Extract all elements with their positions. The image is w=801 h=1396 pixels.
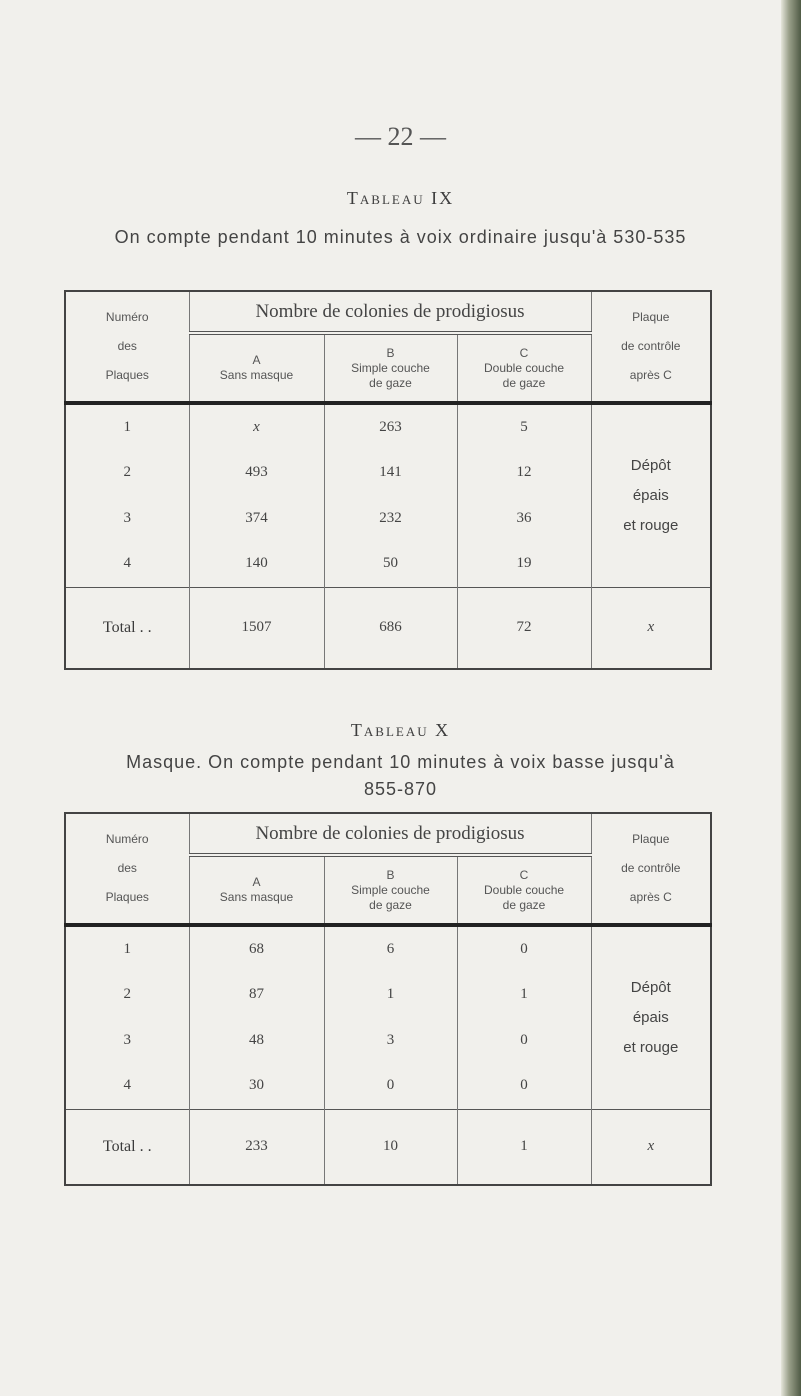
plaque-note — [591, 403, 711, 587]
header-plaque-line1: Plaque — [632, 310, 670, 324]
total-a: 233 — [189, 1109, 324, 1185]
header-col-b-letter: B — [386, 345, 395, 360]
cell-b: 50 — [324, 541, 457, 587]
cell-c: 36 — [457, 495, 591, 541]
cell-b: 6 — [324, 925, 457, 971]
header-col-c-label1: Double couche — [483, 882, 565, 897]
header-col-c-letter: C — [519, 345, 529, 360]
header-col-b-label1: Simple couche — [351, 360, 430, 375]
cell-b: 1 — [324, 971, 457, 1017]
cell-a: 493 — [189, 449, 324, 495]
header-plaque-line1: Plaque — [632, 832, 670, 846]
page-number: — 22 — — [355, 122, 446, 151]
total-plaque: x — [591, 1109, 711, 1185]
cell-b: 3 — [324, 1017, 457, 1063]
cell-a: 140 — [189, 541, 324, 587]
total-row — [65, 1109, 711, 1185]
plaque-note-line1: Dépôt — [630, 456, 671, 474]
total-row — [65, 587, 711, 669]
cell-numero: 2 — [65, 449, 189, 495]
table-ix-caption-line: On compte pendant 10 minutes à voix ordinaire jusqu'à 530-535 — [114, 227, 687, 247]
header-numero — [65, 813, 189, 925]
total-plaque: x — [591, 587, 711, 669]
cell-c: 1 — [457, 971, 591, 1017]
table-ix-caption — [0, 224, 801, 251]
header-col-c — [457, 333, 591, 403]
cell-numero: 1 — [65, 925, 189, 971]
cell-a: x — [189, 403, 324, 449]
cell-a: 30 — [189, 1063, 324, 1109]
plaque-note-line2: épais — [632, 1008, 669, 1026]
cell-c: 12 — [457, 449, 591, 495]
plaque-note-line3: et rouge — [623, 516, 679, 534]
header-numero-line1: Numéro — [105, 310, 149, 324]
total-a: 1507 — [189, 587, 324, 669]
table-x-caption — [0, 749, 801, 803]
cell-numero: 4 — [65, 541, 189, 587]
cell-numero: 3 — [65, 495, 189, 541]
header-col-a-letter: A — [252, 353, 261, 367]
header-col-a-label: Sans masque — [219, 890, 294, 904]
header-col-b-label1: Simple couche — [351, 882, 430, 897]
header-numero-line2: des — [117, 861, 137, 875]
table-row — [65, 925, 711, 971]
table-ix-title: Tableau IX — [346, 188, 455, 208]
header-col-a — [189, 855, 324, 925]
cell-a: 68 — [189, 925, 324, 971]
cell-c: 0 — [457, 925, 591, 971]
total-c: 1 — [457, 1109, 591, 1185]
total-b: 686 — [324, 587, 457, 669]
cell-b: 0 — [324, 1063, 457, 1109]
header-plaque-line2: de contrôle — [621, 339, 681, 353]
cell-b: 232 — [324, 495, 457, 541]
cell-numero: 2 — [65, 971, 189, 1017]
cell-c: 0 — [457, 1017, 591, 1063]
header-col-c-letter: C — [519, 867, 529, 882]
cell-b: 141 — [324, 449, 457, 495]
total-label: Total . . — [65, 587, 189, 669]
plaque-note-line3: et rouge — [623, 1038, 679, 1056]
cell-b: 263 — [324, 403, 457, 449]
header-plaque-line3: après C — [629, 368, 672, 382]
cell-c: 0 — [457, 1063, 591, 1109]
header-plaque-line3: après C — [629, 890, 672, 904]
header-col-a — [189, 333, 324, 403]
header-col-a-letter: A — [252, 875, 261, 889]
cell-numero: 1 — [65, 403, 189, 449]
total-c: 72 — [457, 587, 591, 669]
cell-a: 374 — [189, 495, 324, 541]
header-group-prodigiosus: Nombre de colonies de prodigiosus — [189, 291, 591, 333]
plaque-note-line1: Dépôt — [630, 978, 671, 996]
header-col-b — [324, 333, 457, 403]
header-col-b-label2: de gaze — [369, 375, 412, 390]
header-numero-line3: Plaques — [105, 890, 149, 904]
header-col-c-label2: de gaze — [502, 897, 546, 912]
header-numero-line3: Plaques — [105, 368, 149, 382]
header-col-c-label2: de gaze — [502, 375, 546, 390]
header-col-a-label: Sans masque — [219, 368, 294, 382]
total-label: Total . . — [65, 1109, 189, 1185]
header-col-b-letter: B — [386, 867, 395, 882]
table-x-caption-line2: 855-870 — [363, 779, 438, 799]
header-plaque — [591, 291, 711, 403]
table-x-caption-line1: Masque. On compte pendant 10 minutes à voix basse jusqu'à — [126, 752, 675, 772]
header-numero-line2: des — [117, 339, 137, 353]
table-x — [64, 812, 712, 1186]
header-numero-line1: Numéro — [105, 832, 149, 846]
cell-numero: 3 — [65, 1017, 189, 1063]
plaque-note — [591, 925, 711, 1109]
plaque-note-line2: épais — [632, 486, 669, 504]
header-group-prodigiosus: Nombre de colonies de prodigiosus — [189, 813, 591, 855]
cell-a: 48 — [189, 1017, 324, 1063]
cell-numero: 4 — [65, 1063, 189, 1109]
cell-a: 87 — [189, 971, 324, 1017]
table-x-title: Tableau X — [350, 720, 451, 740]
header-col-b-label2: de gaze — [369, 897, 412, 912]
header-numero — [65, 291, 189, 403]
table-ix — [64, 290, 712, 670]
scanned-page-edge — [781, 0, 801, 1396]
table-row — [65, 403, 711, 449]
header-col-c-label1: Double couche — [483, 360, 565, 375]
cell-c: 5 — [457, 403, 591, 449]
header-plaque-line2: de contrôle — [621, 861, 681, 875]
total-b: 10 — [324, 1109, 457, 1185]
cell-c: 19 — [457, 541, 591, 587]
header-col-b — [324, 855, 457, 925]
header-plaque — [591, 813, 711, 925]
header-col-c — [457, 855, 591, 925]
